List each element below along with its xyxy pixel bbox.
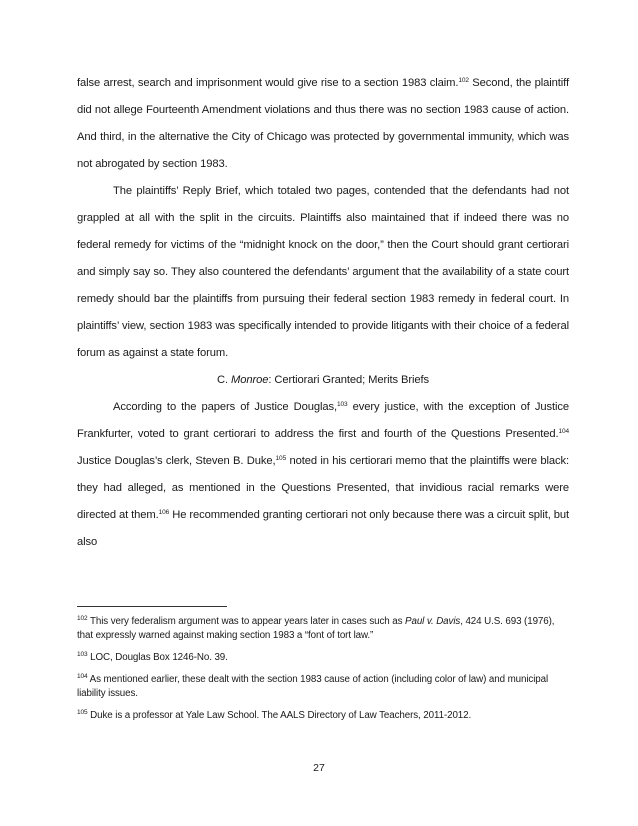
footnote-ref: 105 <box>275 455 287 462</box>
text-run: noted in his certiorari memo that the plaintiffs were black: they had alleged, as mentioned in the Questions Presented, that invidious racial remarks were directed at them. <box>77 455 569 521</box>
footnotes <box>77 615 569 731</box>
text-run: He recommended granting certiorari not only because there was a circuit split, but also <box>77 509 569 548</box>
paragraph <box>77 70 569 178</box>
footnote <box>77 651 569 665</box>
footnote-ref: 104 <box>77 673 88 680</box>
page-number: 27 <box>313 762 325 774</box>
italic-text: Monroe <box>231 374 269 386</box>
text-run: As mentioned earlier, these dealt with the section 1983 cause of action (including color of law) and municipal liability issues. <box>77 674 549 699</box>
footnote-ref: 104 <box>558 428 569 435</box>
paragraph <box>77 178 569 367</box>
body-text <box>77 70 569 556</box>
text-run: false arrest, search and imprisonment would give rise to a section 1983 claim. <box>77 77 459 89</box>
text-run: , 424 U.S. 693 (1976), that expressly warned against making section 1983 a “font of tort law.” <box>77 616 555 641</box>
section-heading <box>77 367 569 394</box>
text-run: LOC, Douglas Box 1246-No. 39. <box>87 652 228 663</box>
footnote <box>77 615 569 643</box>
footnote <box>77 709 569 723</box>
text-run: Second, the plaintiff did not allege Fourteenth Amendment violations and thus there was no section 1983 cause of action. And third, in the alternative the City of Chicago was protected by governmental immunity, which was not abrogated by section 1983. <box>77 77 569 170</box>
text-run: Duke is a professor at Yale Law School. The AALS Directory of Law Teachers, 2011-2012. <box>87 710 472 721</box>
text-run: every justice, with the exception of Justice Frankfurter, voted to grant certiorari to address the first and fourth of the Questions Presented. <box>77 401 569 440</box>
text-run: : Certiorari Granted; Merits Briefs <box>268 374 429 386</box>
footnote-separator <box>77 606 227 607</box>
text-run: This very federalism argument was to appear years later in cases such as <box>87 616 406 627</box>
footnote-ref: 106 <box>158 509 170 516</box>
paragraph <box>77 394 569 556</box>
italic-text: Paul v. Davis <box>405 616 461 627</box>
footnote-ref: 105 <box>77 709 88 716</box>
text-run: According to the papers of Justice Douglas, <box>113 401 337 413</box>
footnote-ref: 102 <box>77 615 88 622</box>
footnote-ref: 103 <box>336 401 348 408</box>
text-run: Justice Douglas’s clerk, Steven B. Duke, <box>77 455 276 467</box>
footnote <box>77 673 569 701</box>
text-run: C. <box>217 374 231 386</box>
footnote-ref: 103 <box>77 651 88 658</box>
footnote-ref: 102 <box>458 77 469 84</box>
text-run: The plaintiffs’ Reply Brief, which totaled two pages, contended that the defendants had not grappled at all with the split in the circuits. Plaintiffs also maintained that if indeed there was no federal remedy for victims of the “midnight knock on the door,” then the Court should grant certiorari and simply say so. They also countered the defendants’ argument that the availability of a state court remedy should bar the plaintiffs from pursuing their federal section 1983 remedy in federal court. In plaintiffs’ view, section 1983 was specifically intended to provide litigants with their choice of a federal forum as against a state forum. <box>77 185 569 359</box>
